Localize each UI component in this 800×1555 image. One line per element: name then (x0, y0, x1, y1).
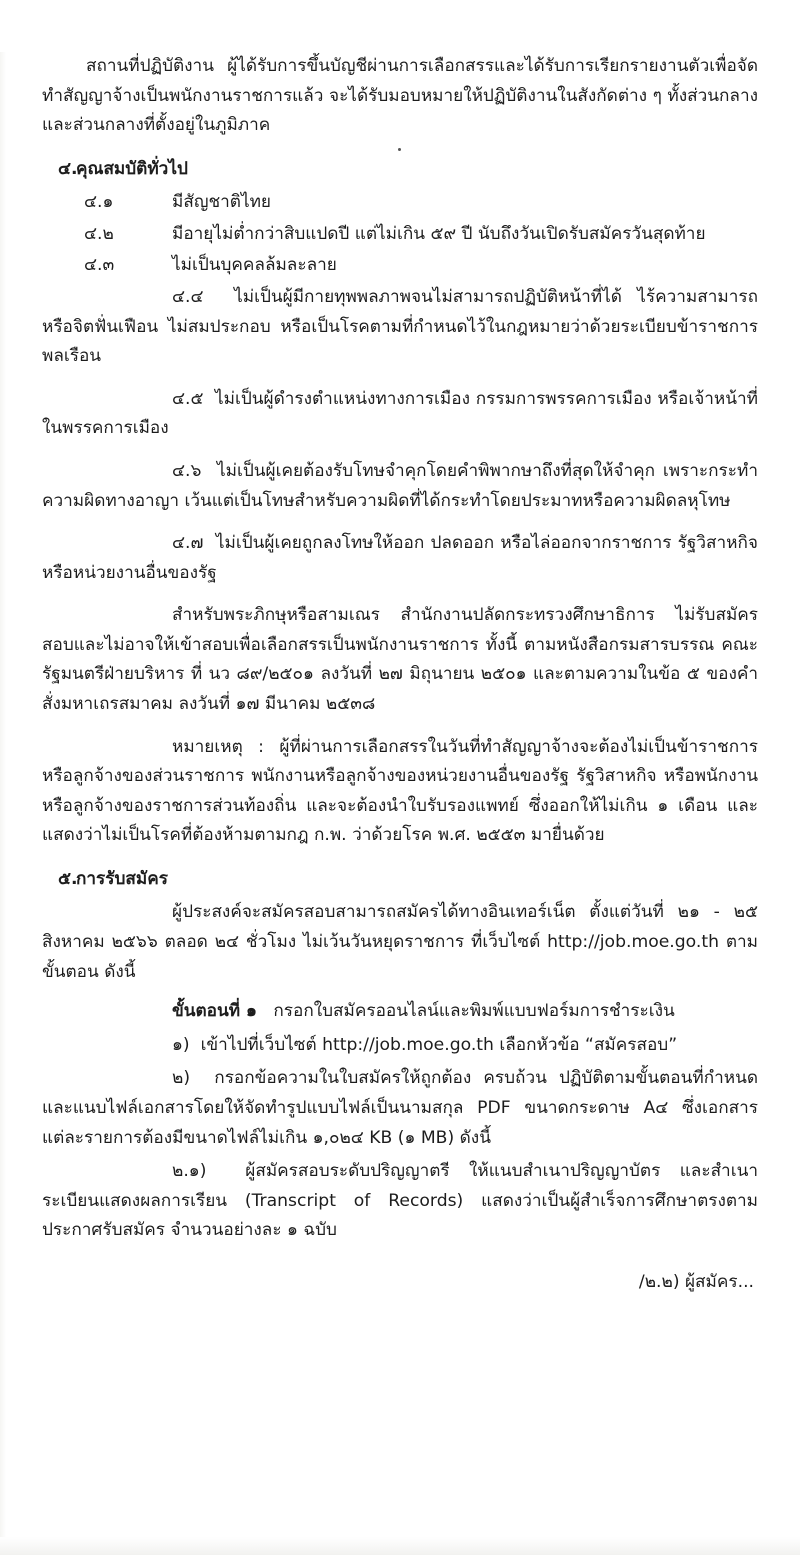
list-item-4-6 (42, 457, 758, 516)
list-item-4-4-text: ไม่เป็นผู้มีกายทุพพลภาพจนไม่สามารถปฏิบัติหน้าที่ได้ ไร้ความสามารถหรือจิตฟั่นเฟือน ไม่สมประกอบ หรือเป็นโรคตามที่กำหนดไว้ในกฎหมายว่าด้วยระเบียบข้าราชการพลเรือน (42, 287, 758, 367)
step-1-sub-1-text: เข้าไปที่เว็บไซต์ http://job.moe.go.th เลือกหัวข้อ “สมัครสอบ” (200, 1034, 678, 1055)
page-edge-shade (0, 52, 6, 1555)
step-1-sub-2-label: ๒) (172, 1068, 191, 1089)
list-item-4-3-text: ไม่เป็นบุคคลล้มละลาย (172, 255, 337, 276)
list-item-4-6-text: ไม่เป็นผู้เคยต้องรับโทษจำคุกโดยคำพิพากษาถึงที่สุดให้จำคุก เพราะกระทำความผิดทางอาญา เว้นแต่เป็นโทษสำหรับความผิดที่ได้กระทำโดยประมาทหรือความผิดลหุโทษ (42, 460, 758, 511)
section-heading-5 (42, 865, 758, 895)
section-4-title: คุณสมบัติทั่วไป (76, 158, 188, 179)
step-1-sub-1-label: ๑) (172, 1034, 190, 1055)
list-item-4-3-label: ๔.๓ (84, 255, 115, 276)
list-item-4-4 (42, 283, 758, 372)
step-2-sub-1-text: ผู้สมัครสอบระดับปริญญาตรี ให้แนบสำเนาปริญญาบัตร และสำเนาระเบียนแสดงผลการเรียน (Transcript of Records) แสดงว่าเป็นผู้สำเร็จการศึกษาตรงตามประกาศรับสมัคร จำนวนอย่างละ ๑ ฉบับ (42, 1161, 758, 1241)
list-item-4-3 (42, 251, 758, 281)
list-item-4-7-text: ไม่เป็นผู้เคยถูกลงโทษให้ออก ปลดออก หรือไล่ออกจากราชการ รัฐวิสาหกิจ หรือหน่วยงานอื่นของรัฐ (42, 533, 758, 583)
list-item-4-2-label: ๔.๒ (84, 223, 114, 244)
paragraph-application-period: ผู้ประสงค์จะสมัครสอบสามารถสมัครได้ทางอินเทอร์เน็ต ตั้งแต่วันที่ ๒๑ - ๒๕ สิงหาคม ๒๕๖๖ ตลอด ๒๔ ชั่วโมง ไม่เว้นวันหยุดราชการ ที่เว็บไซต์ http://job.moe.go.th ตามขั้นตอน ดังนี้ (42, 902, 758, 982)
step-1-sub-2 (42, 1064, 758, 1153)
section-heading-4 (42, 155, 758, 185)
paragraph-monk-notice: สำหรับพระภิกษุหรือสามเณร สำนักงานปลัดกระทรวงศึกษาธิการ ไม่รับสมัครสอบและไม่อาจให้เข้าสอบเพื่อเลือกสรรเป็นพนักงานราชการ ทั้งนี้ ตามหนังสือกรมสารบรรณ คณะรัฐมนตรีฝ่ายบริหาร ที่ นว ๘๙/๒๕๐๑ ลงวันที่ ๒๗ มิถุนายน ๒๕๐๑ และตามความในข้อ ๕ ของคำสั่งมหาเถรสมาคม ลงวันที่ ๑๗ มีนาคม ๒๕๓๘ (42, 605, 758, 714)
list-item-4-7 (42, 529, 758, 588)
stray-dot-mark (398, 148, 401, 151)
list-item-4-1-label: ๔.๑ (84, 192, 114, 213)
section-5-title: การรับสมัคร (76, 868, 168, 889)
paragraph-workplace: สถานที่ปฏิบัติงาน ผู้ได้รับการขึ้นบัญชีผ่านการเลือกสรรและได้รับการเรียกรายงานตัวเพื่อจัดทำสัญญาจ้างเป็นพนักงานราชการแล้ว จะได้รับมอบหมายให้ปฏิบัติงานในสังกัดต่าง ๆ ทั้งส่วนกลางและส่วนกลางที่ตั้งอยู่ในภูมิภาค (42, 56, 758, 136)
list-item-4-4-label: ๔.๔ (172, 287, 204, 308)
list-item-4-5-label: ๔.๕ (172, 388, 204, 409)
list-item-4-6-label: ๔.๖ (172, 460, 202, 481)
step-1-sub-1 (42, 1031, 758, 1061)
step-1-heading (42, 997, 758, 1027)
step-1-label: ขั้นตอนที่ ๑ (172, 1001, 257, 1022)
section-4-number: ๔. (58, 158, 78, 179)
list-item-4-1-text: มีสัญชาติไทย (172, 192, 271, 213)
step-2-sub-1 (42, 1157, 758, 1246)
list-item-4-7-label: ๔.๗ (172, 533, 204, 554)
section-5-number: ๕. (58, 868, 78, 889)
list-item-4-5-text: ไม่เป็นผู้ดำรงตำแหน่งทางการเมือง กรรมการพรรคการเมือง หรือเจ้าหน้าที่ในพรรคการเมือง (42, 388, 758, 439)
list-item-4-2 (42, 220, 758, 250)
step-2-sub-1-label: ๒.๑) (172, 1161, 207, 1182)
list-item-4-2-text: มีอายุไม่ต่ำกว่าสิบแปดปี แต่ไม่เกิน ๕๙ ปี นับถึงวันเปิดรับสมัครวันสุดท้าย (172, 223, 706, 244)
document-page (0, 52, 800, 1555)
list-item-4-5 (42, 385, 758, 444)
step-1-sub-2-text: กรอกข้อความในใบสมัครให้ถูกต้อง ครบถ้วน ปฏิบัติตามขั้นตอนที่กำหนดและแนบไฟล์เอกสารโดยให้จัดทำรูปแบบไฟล์เป็นนามสกุล PDF ขนาดกระดาษ A๔ ซึ่งเอกสารแต่ละรายการต้องมีขนาดไฟล์ไม่เกิน ๑,๐๒๔ KB (๑ MB) ดังนี้ (42, 1068, 758, 1148)
paragraph-remark: หมายเหตุ : ผู้ที่ผ่านการเลือกสรรในวันที่ทำสัญญาจ้างจะต้องไม่เป็นข้าราชการหรือลูกจ้างของส่วนราชการ พนักงานหรือลูกจ้างของหน่วยงานอื่นของรัฐ รัฐวิสาหกิจ หรือพนักงานหรือลูกจ้างของราชการส่วนท้องถิ่น และจะต้องนำใบรับรองแพทย์ ซึ่งออกให้ไม่เกิน ๑ เดือน และแสดงว่าไม่เป็นโรคที่ต้องห้ามตามกฎ ก.พ. ว่าด้วยโรค พ.ศ. ๒๕๕๓ มายื่นด้วย (42, 736, 758, 846)
document-body (42, 52, 758, 1297)
step-1-text: กรอกใบสมัครออนไลน์และพิมพ์แบบฟอร์มการชำระเงิน (273, 1001, 675, 1022)
page-bottom-shade (0, 1537, 800, 1555)
list-item-4-1 (42, 188, 758, 218)
page-footer-continuation: /๒.๒) ผู้สมัคร... (638, 1271, 754, 1292)
